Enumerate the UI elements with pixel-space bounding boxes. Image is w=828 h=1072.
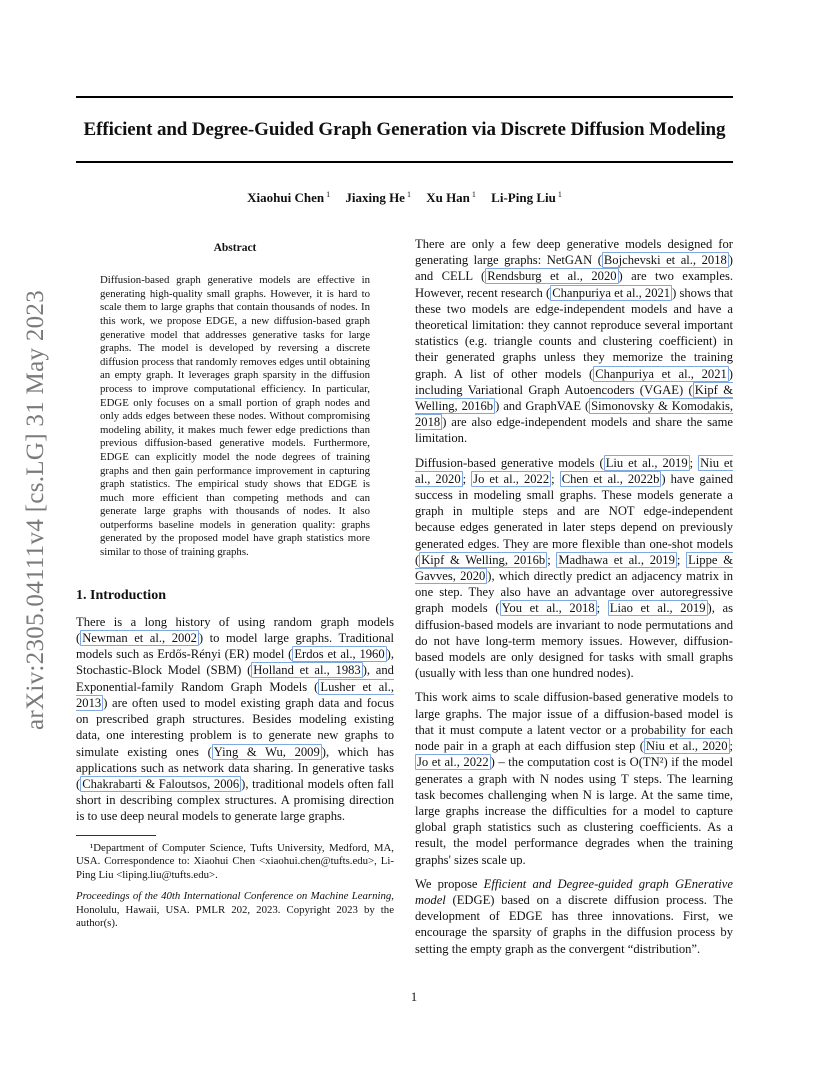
- citation-link[interactable]: Ying & Wu, 2009: [213, 744, 320, 759]
- citation-link[interactable]: Madhawa et al., 2019: [558, 552, 675, 567]
- citation-link[interactable]: Lusher et al., 2013: [76, 679, 395, 710]
- citation-link[interactable]: Simonovsky & Komodakis, 2018: [415, 399, 733, 430]
- author-2: Jiaxing He $^1$: [345, 190, 411, 206]
- right-paragraph-2: Diffusion-based generative models ( Liu et al., 2019 ; Niu et al., 2020 ; Jo et al., 2022 ; Chen et al., 2022b ) have gained success in modeling small graphs. These models generate a graph in multiple steps and are NOT edge-independent because edges generated in later steps depend on previously generated edges. They are more flexible than one-shot models ( Kipf & Welling, 2016b ; Madhawa et al., 2019 ; Lippe & Gavves, 2020 ), which directly predict an adjacency matrix in one step. They also have an advantage over autoregressive graph models ( You et al., 2018 ; Liao et al., 2019 ), as diffusion-based models are invariant to node permutations and do not have long-term memory issues. However, diffusion-based models are only designed for tasks with small graphs (usually with less than one hundred nodes).: [415, 455, 733, 681]
- citation-link[interactable]: Erdos et al., 1960: [294, 647, 385, 662]
- citation-link[interactable]: Lippe & Gavves, 2020: [415, 552, 733, 584]
- footnote-divider: [76, 835, 156, 836]
- citation-link[interactable]: Chanpuriya et al., 2021: [595, 366, 727, 381]
- paper-title: Efficient and Degree-Guided Graph Generation via Discrete Diffusion Modeling: [83, 119, 726, 140]
- title-rule-top: [76, 96, 733, 98]
- abstract-heading: Abstract: [213, 242, 257, 254]
- author-list: [76, 190, 733, 206]
- footnote-affiliation: ¹Department of Computer Science, Tufts University, Medford, MA, USA. Correspondence to: Xiaohui Chen <xiaohui.chen@tufts.edu>, Li-Ping Liu <liping.liu@tufts.edu>.: [76, 841, 394, 881]
- citation-link[interactable]: Liu et al., 2019: [605, 455, 688, 470]
- citation-link[interactable]: Kipf & Welling, 2016b: [415, 382, 733, 414]
- right-paragraph-3: This work aims to scale diffusion-based generative models to large graphs. The major issue of a diffusion-based model is that it must compute a latent vector or a probability for each node pair in a graph at each diffusion step ( Niu et al., 2020 ; Jo et al., 2022 ) – the computation cost is O(TN²) if the model generates a graph with N nodes using T steps. The learning task becomes challenging when N is large. At the same time, large graphs increase the difficulties for a model to capture global graph statistics such as clustering coefficients. As a result, the model performance degrades when the training graphs' sizes scale up.: [415, 690, 734, 867]
- right-paragraph-1: There are only a few deep generative models designed for generating large graphs: NetGAN ( Bojchevski et al., 2018 ) and CELL ( Rendsburg et al., 2020 ) are two examples. However, recent research ( Chanpuriya et al., 2021 ) shows that these two models are edge-independent models and have a theoretical limitation: they cannot reproduce several important statistics (e.g. triangle counts and clustering coefficient) in their generated graphs unless they memorize the training graph. A list of other models ( Chanpuriya et al., 2021 ) including Variational Graph Autoencoders (VGAE) ( Kipf & Welling, 2016b ) and GraphVAE ( Simonovsky & Komodakis, 2018 ) are also edge-independent models and share the same limitation.: [415, 237, 733, 446]
- section-heading-introduction: 1. Introduction: [76, 587, 166, 603]
- author-3: Xu Han $^1$: [426, 190, 476, 206]
- model-name-emphasis: Efficient and Degree-guided graph GEnerative model: [415, 876, 733, 907]
- page-number: 1: [410, 990, 418, 1004]
- citation-link[interactable]: Jo et al., 2022: [417, 755, 489, 770]
- citation-link[interactable]: Chen et al., 2022b: [561, 471, 660, 486]
- footnote-proceedings: Proceedings of the 40th International Conference on Machine Learning, Honolulu, Hawaii, USA. PMLR 202, 2023. Copyright 2023 by the author(s).: [76, 890, 394, 930]
- intro-paragraph-1: There is a long history of using random graph models ( Newman et al., 2002 ) to model large graphs. Traditional models such as Erdős-Rényi (ER) model ( Erdos et al., 1960 ), Stochastic-Block Model (SBM) ( Holland et al., 1983 ), and Exponential-family Random Graph Models ( Lusher et al., 2013 ) are often used to model existing graph data and focus on prescribed graph structures. Besides modeling existing data, one interesting problem is to generate new graphs to simulate existing ones ( Ying & Wu, 2009 ), which has applications such as network data sharing. In generative tasks ( Chakrabarti & Faloutsos, 2006 ), traditional models often fall short in describing complex structures. A promising direction is to use deep neural models to generate large graphs.: [76, 614, 395, 824]
- citation-link[interactable]: Rendsburg et al., 2020: [487, 269, 617, 284]
- citation-link[interactable]: Niu et al., 2020: [645, 739, 728, 754]
- author-4: Li-Ping Liu $^1$: [491, 190, 562, 206]
- citation-link[interactable]: Chakrabarti & Faloutsos, 2006: [82, 776, 240, 791]
- citation-link[interactable]: Kipf & Welling, 2016b: [421, 552, 546, 567]
- left-column: [76, 236, 394, 939]
- citation-link[interactable]: Liao et al., 2019: [609, 601, 706, 616]
- citation-link[interactable]: Holland et al., 1983: [253, 663, 361, 678]
- abstract-text: Diffusion-based graph generative models are effective in generating high-quality small graphs. However, it is hard to scale them to large graphs that contain thousands of nodes. In this work, we propose EDGE, a new diffusion-based graph generative model that addresses generative tasks for large graphs. The model is developed by reversing a discrete diffusion process that randomly removes edges until obtaining an empty graph. It leverages graph sparsity in the diffusion process to improve computational efficiency. In particular, EDGE only focuses on a small portion of graph nodes and only adds edges between these nodes. Without compromising modeling ability, it makes much fewer edge predictions than previous diffusion-based generative models. Furthermore, EDGE can explicitly model the node degrees of training graphs and then gain performance improvement in capturing graph statistics. The empirical study shows that EDGE is much more efficient than competing methods and can generate large graphs with thousands of nodes. It also outperforms baseline models in generation quality: graphs generated by the proposed model have graph statistics more similar to those of training graphs.: [100, 274, 370, 559]
- citation-link[interactable]: Chanpuriya et al., 2021: [552, 285, 671, 300]
- arxiv-identifier-stamp: arXiv:2305.04111v4 [cs.LG] 31 May 2023: [22, 289, 49, 730]
- author-1: Xiaohui Chen $^1$: [247, 190, 331, 206]
- citation-link[interactable]: Newman et al., 2002: [82, 631, 197, 646]
- citation-link[interactable]: You et al., 2018: [501, 601, 595, 616]
- right-column: [415, 236, 733, 965]
- citation-link[interactable]: Jo et al., 2022: [473, 471, 550, 486]
- citation-link[interactable]: Bojchevski et al., 2018: [603, 253, 727, 268]
- right-paragraph-4: We propose Efficient and Degree-guided graph GEnerative model (EDGE) based on a discrete diffusion process. The development of EDGE has three innovations. First, we encourage the sparsity of graphs in the diffusion process by setting the empty graph as the convergent “distribution”.: [415, 876, 733, 956]
- title-rule-bottom: [76, 161, 733, 163]
- citation-link[interactable]: Niu et al., 2020: [415, 455, 733, 486]
